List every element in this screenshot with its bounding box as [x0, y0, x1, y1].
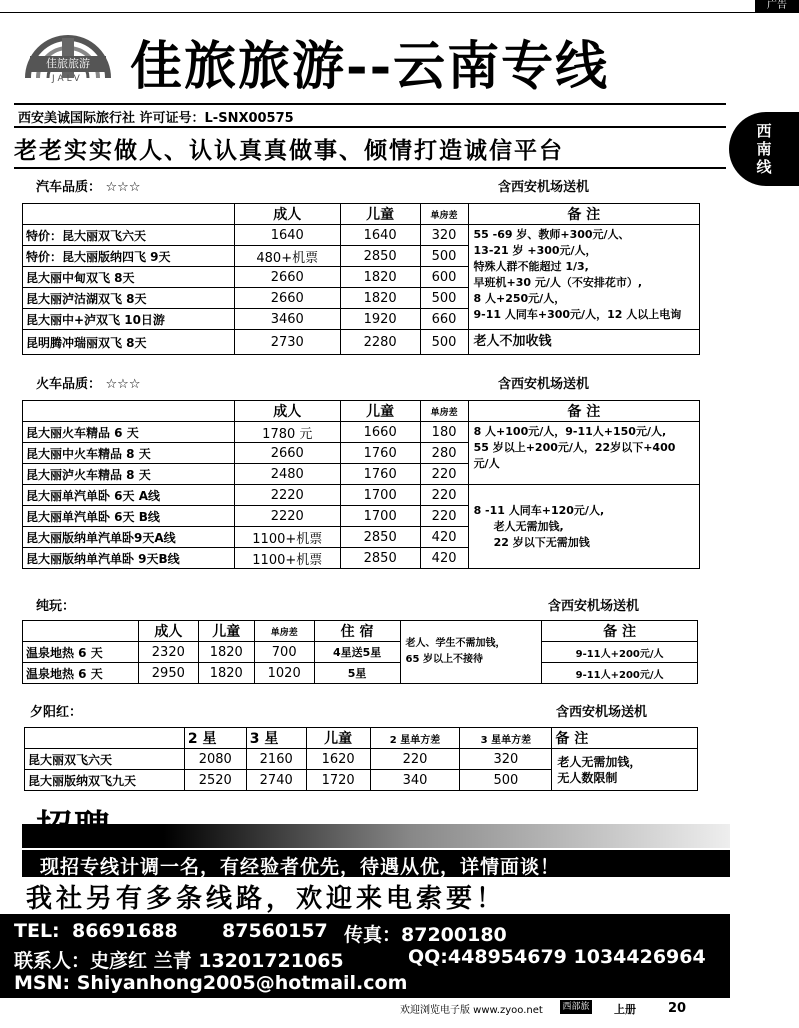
car-section-title: 汽车品质： ☆☆☆ — [36, 180, 141, 195]
header-cell: 3 星单方差 — [460, 728, 552, 749]
tel-number-1: 86691688 — [72, 920, 178, 942]
table-row — [23, 485, 700, 506]
sunset-remark — [552, 749, 698, 791]
logo-subtext: JALV — [52, 74, 83, 84]
adult-price: 2320 — [138, 642, 198, 663]
train-airport-note: 含西安机场送机 — [498, 377, 590, 392]
child-price: 1820 — [340, 267, 420, 288]
adult-price: 2220 — [234, 485, 340, 506]
car-remark — [468, 225, 699, 330]
header-cell — [23, 204, 235, 225]
remark-line: 9-11 人同车+300元/人，12 人以上电询 — [473, 308, 682, 321]
header-cell: 备 注 — [542, 621, 698, 642]
page-number: 20 — [668, 1001, 687, 1016]
remark-line: 65 岁以上不接待 — [405, 654, 483, 665]
adult-price: 1780 元 — [234, 422, 340, 443]
footer-volume: 上册 — [614, 1003, 636, 1016]
sunset-section-title: 夕阳红： — [30, 705, 83, 720]
single-supplement: 420 — [420, 548, 468, 569]
adult-price: 2950 — [138, 663, 198, 684]
two-star-single: 220 — [370, 749, 460, 770]
footer-brand-box: 西部旅游 — [560, 1000, 592, 1014]
side-tab-southwest — [729, 112, 799, 186]
qq-numbers: QQ:448954679 1034426964 — [408, 946, 706, 968]
adult-price: 3460 — [234, 309, 340, 330]
single-supplement: 280 — [420, 443, 468, 464]
header-cell: 单房差 — [420, 204, 468, 225]
adult-price: 2480 — [234, 464, 340, 485]
header-cell: 2 星 — [184, 728, 246, 749]
adult-price: 2660 — [234, 267, 340, 288]
top-rule — [0, 12, 799, 13]
remark-line: 元/人 — [473, 457, 500, 470]
remark-line: 老人无需加钱, — [493, 519, 564, 533]
remark-line: 无人数限制 — [557, 770, 618, 785]
pure-section-title: 纯玩： — [36, 599, 76, 614]
table-row — [23, 663, 698, 684]
table-row — [23, 422, 700, 443]
header-cell: 成人 — [234, 204, 340, 225]
single-supplement: 180 — [420, 422, 468, 443]
header-cell: 住 宿 — [314, 621, 400, 642]
train-remark — [468, 422, 699, 485]
child-price: 1820 — [198, 642, 254, 663]
header-cell: 2 星单方差 — [370, 728, 460, 749]
single-supplement: 500 — [420, 330, 468, 355]
remark-line: 55 岁以上+200元/人，22岁以下+400 — [473, 441, 676, 454]
single-supplement: 320 — [420, 225, 468, 246]
header-cell: 儿童 — [340, 204, 420, 225]
child-price: 1820 — [340, 288, 420, 309]
adult-price: 2220 — [234, 506, 340, 527]
child-price: 1760 — [340, 464, 420, 485]
remark: 9-11人+200元/人 — [542, 642, 698, 663]
msn-address: MSN: Shiyanhong2005@hotmail.com — [14, 972, 408, 994]
single-supplement: 420 — [420, 527, 468, 548]
child-price: 2850 — [340, 246, 420, 267]
single-supplement: 500 — [420, 246, 468, 267]
slogan: 老老实实做人、认认真真做事、倾情打造诚信平台 — [14, 137, 564, 164]
tel-number-2: 87560157 — [222, 920, 328, 942]
route-name: 昆大丽双飞六天 — [25, 749, 185, 770]
child-price: 1720 — [306, 770, 370, 791]
sunset-airport-note: 含西安机场送机 — [556, 705, 648, 720]
side-tab-char-3: 线 — [756, 158, 772, 176]
route-name: 昆明腾冲瑞丽双飞 8天 — [23, 330, 235, 355]
child-price: 1640 — [340, 225, 420, 246]
hotel-level: 5星 — [314, 663, 400, 684]
side-tab-char-2: 南 — [756, 140, 772, 158]
route-name: 温泉地热 6 天 — [23, 663, 139, 684]
route-name: 昆大丽中+泸双飞 10日游 — [23, 309, 235, 330]
adult-price: 480+机票 — [234, 246, 340, 267]
route-name: 温泉地热 6 天 — [23, 642, 139, 663]
recruit-label: 招聘 — [36, 808, 113, 849]
single-supplement: 600 — [420, 267, 468, 288]
header-cell: 备 注 — [468, 401, 699, 422]
divider — [14, 103, 726, 105]
single-supplement: 220 — [420, 506, 468, 527]
recruit-band — [22, 824, 730, 848]
fax-number: 传真：87200180 — [344, 924, 507, 946]
header-cell — [23, 401, 235, 422]
header-cell: 单房差 — [254, 621, 314, 642]
route-name: 特价：昆大丽双飞六天 — [23, 225, 235, 246]
header-cell: 备 注 — [552, 728, 698, 749]
more-routes-slogan: 我社另有多条线路，欢迎来电索要！ — [26, 884, 507, 914]
header-cell: 3 星 — [246, 728, 306, 749]
child-price: 2280 — [340, 330, 420, 355]
child-price: 1620 — [306, 749, 370, 770]
remark-line: 13-21 岁 +300元/人， — [473, 244, 597, 257]
child-price: 2850 — [340, 548, 420, 569]
remark-line: 早班机+30 元/人（不安排花市）, — [473, 276, 643, 289]
single-supplement: 700 — [254, 642, 314, 663]
route-name: 昆大丽版纳单汽单卧9天A线 — [23, 527, 235, 548]
page-title: 佳旅旅游--云南专线 — [130, 36, 610, 97]
train-section-title: 火车品质： ☆☆☆ — [36, 377, 141, 392]
pure-mid-remark — [400, 621, 542, 684]
two-star-price: 2080 — [184, 749, 246, 770]
ad-tag: 广告 — [755, 0, 799, 12]
remark-line: 老人、学生不需加钱， — [405, 638, 506, 649]
remark-line: 8 人+250元/人， — [473, 292, 566, 305]
single-supplement: 1020 — [254, 663, 314, 684]
table-header-row — [23, 621, 698, 642]
child-price: 1820 — [198, 663, 254, 684]
contact-person: 联系人：史彦红 兰青 13201721065 — [14, 950, 344, 972]
adult-price: 2660 — [234, 288, 340, 309]
two-star-single: 340 — [370, 770, 460, 791]
child-price: 2850 — [340, 527, 420, 548]
route-name: 昆大丽中甸双飞 8天 — [23, 267, 235, 288]
route-name: 昆大丽版纳双飞九天 — [25, 770, 185, 791]
child-price: 1760 — [340, 443, 420, 464]
three-star-single: 500 — [460, 770, 552, 791]
remark-line: 特殊人群不能超过 1/3, — [473, 260, 589, 273]
recruit-text: 现招专线计调一名，有经验者优先，待遇从优，详情面谈！ — [40, 856, 561, 878]
pure-price-table — [22, 620, 698, 684]
remark-line: 8 人+100元/人，9-11人+150元/人, — [473, 425, 667, 438]
remark-line: 老人无需加钱， — [557, 754, 642, 769]
adult-price: 1100+机票 — [234, 548, 340, 569]
table-row — [25, 749, 698, 770]
header-cell: 儿童 — [198, 621, 254, 642]
adult-price: 2730 — [234, 330, 340, 355]
route-name: 昆大丽泸沽湖双飞 8天 — [23, 288, 235, 309]
single-supplement: 500 — [420, 288, 468, 309]
hotel-level: 4星送5星 — [314, 642, 400, 663]
route-name: 昆大丽版纳单汽单卧 9天B线 — [23, 548, 235, 569]
pure-airport-note: 含西安机场送机 — [548, 599, 640, 614]
route-name: 昆大丽泸火车精品 8 天 — [23, 464, 235, 485]
three-star-price: 2160 — [246, 749, 306, 770]
agency-license: 西安美诚国际旅行社 许可证号：L-SNX00575 — [18, 111, 294, 126]
header-cell: 儿童 — [340, 401, 420, 422]
three-star-single: 320 — [460, 749, 552, 770]
route-name: 昆大丽单汽单卧 6天 B线 — [23, 506, 235, 527]
table-header-row — [23, 401, 700, 422]
divider — [14, 126, 726, 128]
car-remark-elderly: 老人不加收钱 — [468, 330, 699, 355]
header-cell: 单房差 — [420, 401, 468, 422]
train-price-table — [22, 400, 700, 569]
table-row — [23, 330, 700, 355]
remark-line: 22 岁以下无需加钱 — [493, 535, 590, 549]
adult-price: 2660 — [234, 443, 340, 464]
train-remark-group — [468, 485, 699, 569]
child-price: 1700 — [340, 506, 420, 527]
tel-label: TEL: — [14, 920, 60, 942]
table-header-row — [25, 728, 698, 749]
remark-line: 55 -69 岁、教师+300元/人、 — [473, 228, 630, 241]
child-price: 1700 — [340, 485, 420, 506]
single-supplement: 220 — [420, 464, 468, 485]
side-tab-char-1: 西 — [756, 122, 772, 140]
car-airport-note: 含西安机场送机 — [498, 180, 590, 195]
car-price-table — [22, 203, 700, 355]
single-supplement: 220 — [420, 485, 468, 506]
route-name: 昆大丽火车精品 6 天 — [23, 422, 235, 443]
single-supplement: 660 — [420, 309, 468, 330]
remark-line: 8 -11 人同车+120元/人, — [473, 503, 605, 517]
table-row — [23, 225, 700, 246]
sunset-price-table — [24, 727, 698, 791]
remark: 9-11人+200元/人 — [542, 663, 698, 684]
adult-price: 1640 — [234, 225, 340, 246]
header-cell: 备 注 — [468, 204, 699, 225]
route-name: 昆大丽中火车精品 8 天 — [23, 443, 235, 464]
table-row — [23, 642, 698, 663]
footer-website: 欢迎浏览电子版 www.zyoo.net — [400, 1005, 543, 1016]
three-star-price: 2740 — [246, 770, 306, 791]
divider — [14, 167, 726, 169]
route-name: 昆大丽单汽单卧 6天 A线 — [23, 485, 235, 506]
header-cell — [23, 621, 139, 642]
header-cell: 儿童 — [306, 728, 370, 749]
header-cell — [25, 728, 185, 749]
table-header-row — [23, 204, 700, 225]
header-cell: 成人 — [234, 401, 340, 422]
child-price: 1920 — [340, 309, 420, 330]
header-cell: 成人 — [138, 621, 198, 642]
child-price: 1660 — [340, 422, 420, 443]
logo-text: 佳旅旅游 — [30, 56, 106, 72]
route-name: 特价：昆大丽版纳四飞 9天 — [23, 246, 235, 267]
adult-price: 1100+机票 — [234, 527, 340, 548]
two-star-price: 2520 — [184, 770, 246, 791]
